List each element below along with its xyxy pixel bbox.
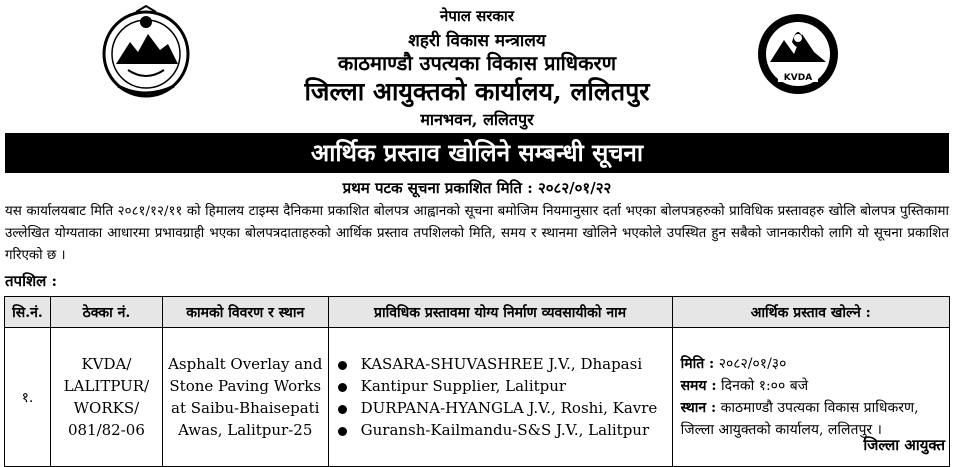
work-line: at Saibu-Bhaisepati	[171, 399, 320, 417]
bidder-name: DURPANA-HYANGLA J.V., Roshi, Kavre	[360, 399, 658, 417]
contract-line: WORKS/	[73, 399, 140, 417]
contract-line: LALITPUR/	[63, 377, 150, 395]
opening-date	[681, 353, 948, 375]
cell-contract-no	[50, 328, 162, 467]
date-label: मिति :	[680, 356, 715, 372]
bidder-item	[338, 353, 671, 375]
bidder-item	[338, 419, 671, 441]
bidder-item	[338, 397, 671, 419]
bidder-name: KASARA-SHUVASHREE J.V., Dhapasi	[360, 355, 643, 373]
place-value: काठमाण्डौ उपत्यका विकास प्राधिकरण,	[720, 400, 919, 416]
signatory: जिल्ला आयुक्त	[863, 436, 945, 454]
col-header-work: कामको विवरण र स्थान	[162, 297, 328, 328]
header-line-ministry: शहरी विकास मन्त्रालय	[408, 31, 546, 51]
header-line-authority: काठमाण्डौ उपत्यका विकास प्राधिकरण	[337, 51, 617, 75]
notice-paragraph: यस कार्यालयबाट मिति २०८१/१२/११ को हिमालय टाइम्स दैनिकमा प्रकाशित बोलपत्र आह्वानको सूचना बमोजिम नियमानुसार दर्ता भएका बोलपत्रहरुको प्राविधिक प्रस्तावहरु खोलि बोलपत्र पुस्तिकामा उल्लेखित योग्यताका आधारमा प्रभावग्राही भएका बोलपत्रदाताहरुको आर्थिक प्रस्ताव तपशिलको मिति, समय र स्थानमा खोलिने भएकोले उपस्थित हुन सबैको जानकारीको लागि यो सूचना प्रकाशित गरिएको छ ।	[5, 204, 949, 263]
opening-place	[681, 397, 948, 419]
kvda-logo-text: KVDA	[783, 73, 813, 83]
bidder-item	[338, 375, 671, 397]
bullet-icon	[338, 383, 347, 392]
col-header-bidders: प्राविधिक प्रस्तावमा योग्य निर्माण व्यवसायीको नाम	[328, 297, 672, 328]
bidder-name: Kantipur Supplier, Lalitpur	[360, 377, 567, 395]
col-header-contract: ठेक्का नं.	[50, 297, 162, 328]
work-line: Asphalt Overlay and	[168, 355, 323, 373]
details-label: तपशिल :	[5, 272, 58, 290]
contract-line: 081/82-06	[67, 421, 145, 439]
opening-place-line2: जिल्ला आयुक्तको कार्यालय, ललितपुर ।	[680, 422, 882, 438]
cell-bidders	[328, 328, 672, 467]
table-row	[5, 328, 950, 467]
bidder-list	[330, 353, 671, 441]
header-line-government: नेपाल सरकार	[440, 7, 514, 25]
work-line: Stone Paving Works	[169, 377, 322, 395]
bidder-name: Guransh-Kailmandu-S&S J.V., Lalitpur	[360, 421, 650, 439]
opening-time	[681, 375, 948, 397]
time-value: दिनको १:०० बजे	[721, 378, 809, 394]
cell-sn: १.	[5, 328, 51, 467]
cell-work-description	[162, 328, 328, 467]
bullet-icon	[338, 361, 347, 370]
col-header-sn: सि.नं.	[5, 297, 51, 328]
place-label: स्थान :	[680, 400, 717, 416]
contract-line: KVDA/	[81, 355, 132, 373]
header-line-address: मानभवन, ललितपुर	[420, 110, 534, 129]
work-line: Awas, Lalitpur-25	[178, 421, 313, 439]
details-table	[4, 296, 950, 467]
bullet-icon	[338, 427, 347, 436]
time-label: समय :	[680, 378, 717, 394]
date-value: २०८२/०१/३०	[718, 356, 787, 372]
header-line-office: जिल्ला आयुक्तको कार्यालय, ललितपुर	[304, 77, 650, 106]
bullet-icon	[338, 405, 347, 414]
table-header-row	[5, 297, 950, 328]
notice-title: आर्थिक प्रस्ताव खोलिने सम्बन्धी सूचना	[5, 133, 949, 173]
publish-date: प्रथम पटक सूचना प्रकाशित मिति : २०८२/०१/२२	[342, 179, 612, 197]
col-header-opening: आर्थिक प्रस्ताव खोल्ने :	[672, 297, 949, 328]
